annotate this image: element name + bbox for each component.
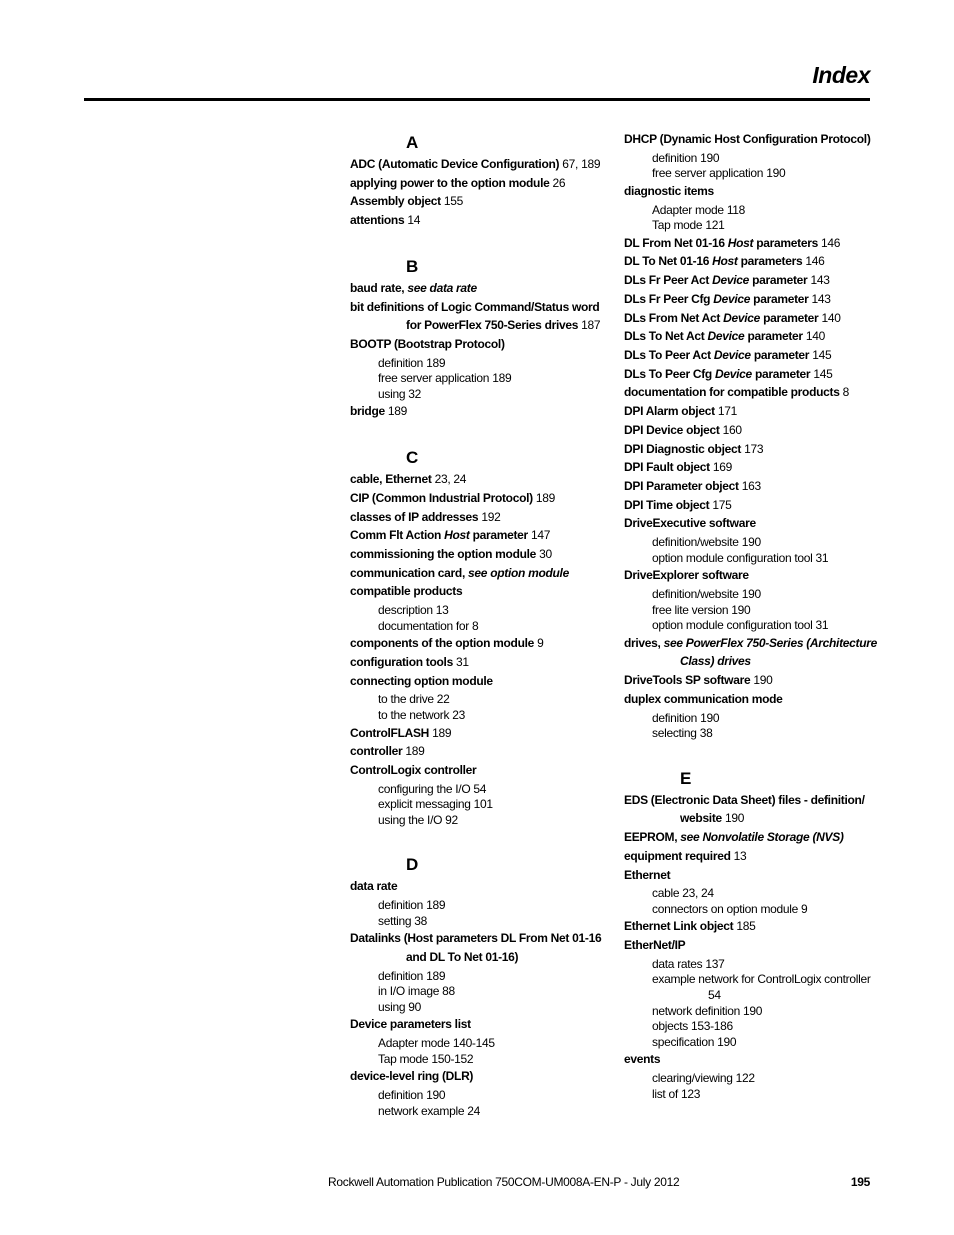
- term-text: Ethernet Link object: [624, 919, 734, 934]
- term-text: cable, Ethernet: [350, 472, 432, 487]
- index-entry: [624, 866, 874, 885]
- index-section: [350, 130, 600, 230]
- term-italic: Device: [713, 291, 751, 306]
- index-entry: [624, 566, 874, 585]
- term-text: diagnostic items: [624, 183, 714, 198]
- sub-entry: documentation for 8: [378, 618, 479, 633]
- page-refs: 147: [527, 528, 551, 543]
- index-term: [624, 236, 818, 250]
- index-term: [624, 793, 865, 807]
- page-refs: 140: [802, 329, 825, 344]
- sub-entry: using 32: [378, 386, 421, 401]
- index-entry: [350, 298, 600, 335]
- term-text: bit definitions of Logic Command/Status word: [350, 299, 600, 314]
- index-entry: [350, 761, 600, 780]
- term-text: EDS (Electronic Data Sheet) files - definition/: [624, 792, 865, 807]
- page-number: 195: [850, 1175, 870, 1189]
- sub-entry: network example 24: [378, 1103, 480, 1118]
- index-term: [624, 442, 741, 456]
- index-term: [350, 584, 462, 598]
- index-entry: [350, 877, 600, 896]
- term-italic: Host: [712, 254, 738, 269]
- term-text-end: parameter: [749, 273, 808, 288]
- term-text: DHCP (Dynamic Host Configuration Protocol): [624, 132, 871, 146]
- page-title: Index: [812, 62, 870, 88]
- sub-entry: option module configuration tool 31: [652, 550, 829, 565]
- section-letter: B: [406, 256, 419, 276]
- page-refs: 155: [440, 194, 464, 209]
- term-text: ControlFLASH: [350, 725, 430, 740]
- page-refs: 189: [384, 404, 408, 419]
- sub-entry: example network for ControlLogix controller: [652, 972, 871, 987]
- term-text: classes of IP addresses: [350, 509, 479, 524]
- term-text: DLs To Peer Cfg: [624, 366, 715, 381]
- term-text: connecting option module: [350, 673, 493, 688]
- sub-entries: [350, 690, 600, 723]
- term-text: EtherNet/IP: [624, 938, 686, 953]
- sub-entry: free server application 190: [652, 166, 786, 181]
- sub-entry: free server application 189: [378, 371, 512, 386]
- page-refs: 145: [809, 348, 832, 362]
- term-italic: Device: [715, 366, 752, 381]
- sub-entries: [350, 1086, 600, 1119]
- index-term: [350, 1069, 473, 1083]
- index-entry: [350, 634, 600, 653]
- index-entry: [624, 936, 874, 955]
- index-term: [624, 348, 809, 362]
- index-term: [624, 479, 739, 493]
- index-section: [350, 445, 600, 828]
- index-term: [624, 849, 731, 863]
- sub-entry: configuring the I/O 54: [378, 781, 487, 796]
- term-italic: Device: [713, 348, 751, 362]
- index-entry: [624, 690, 874, 709]
- index-term: [350, 157, 559, 171]
- sub-entry: Adapter mode 140-145: [378, 1036, 495, 1051]
- index-entry: [624, 383, 874, 402]
- index-entry: [350, 402, 600, 421]
- index-entry: [624, 496, 874, 515]
- index-term: [624, 460, 710, 474]
- index-entry: [350, 1015, 600, 1034]
- term-text-end: parameter: [750, 348, 810, 362]
- term-text: ADC (Automatic Device Configuration): [350, 157, 560, 171]
- term-text: ControlLogix controller: [350, 762, 477, 777]
- sub-entry: definition/website 190: [652, 586, 761, 601]
- page-refs: 187: [578, 318, 601, 333]
- term-text: DPI Fault object: [624, 460, 710, 475]
- sub-entry: free lite version 190: [652, 602, 751, 617]
- index-term: [624, 1052, 660, 1066]
- index-entry: [624, 309, 874, 328]
- term-text: BOOTP (Bootstrap Protocol): [350, 336, 505, 351]
- sub-entry: list of 123: [652, 1086, 701, 1101]
- index-entry: [624, 477, 874, 496]
- index-entry: [624, 182, 874, 201]
- term-text: DPI Parameter object: [624, 478, 739, 493]
- sub-entry: connectors on option module 9: [652, 901, 808, 916]
- term-italic: Host: [444, 528, 470, 543]
- section-letter: A: [406, 133, 419, 152]
- sub-entry: option module configuration tool 31: [652, 618, 829, 633]
- index-term: [624, 830, 844, 844]
- index-term: [350, 510, 478, 524]
- term-text: commissioning the option module: [350, 546, 537, 561]
- term-text: CIP (Common Industrial Protocol): [350, 490, 533, 505]
- sub-entries: [350, 354, 600, 403]
- index-entry: [624, 327, 874, 346]
- index-term: [350, 674, 493, 688]
- index-term: [350, 213, 404, 227]
- term-continuation: [624, 809, 874, 828]
- term-text-end: parameter: [751, 366, 811, 381]
- index-term: [350, 528, 528, 542]
- index-term: [350, 176, 550, 190]
- index-term: [350, 337, 505, 351]
- page-refs: 163: [738, 478, 761, 493]
- term-text: communication card,: [350, 565, 465, 580]
- index-term: [350, 566, 569, 580]
- page-refs: 145: [810, 366, 833, 381]
- index-section: [350, 254, 600, 421]
- page-refs: 192: [478, 509, 501, 524]
- term-italic: see data rate: [404, 280, 477, 295]
- index-term: [624, 385, 840, 399]
- sub-entry: definition/website 190: [652, 535, 761, 550]
- index-entry: [624, 634, 878, 671]
- index-entry: [350, 724, 600, 743]
- term-text: baud rate,: [350, 280, 405, 295]
- sub-entry: clearing/viewing 122: [652, 1071, 755, 1086]
- sub-entry: in I/O image 88: [378, 984, 455, 999]
- section-letter: E: [680, 768, 692, 788]
- term-text: DPI Alarm object: [624, 404, 715, 419]
- term-text: documentation for compatible products: [624, 385, 840, 400]
- term-text: attentions: [350, 213, 405, 228]
- term-text-end: parameter: [750, 291, 809, 306]
- index-entry: [350, 174, 600, 193]
- sub-entry: setting 38: [378, 913, 428, 928]
- page-refs: 14: [404, 213, 421, 228]
- index-term: [350, 194, 441, 208]
- term-text: controller: [350, 744, 403, 759]
- index-term: [350, 726, 429, 740]
- sub-entries: [350, 967, 600, 1016]
- continuation-text: and DL To Net 01-16): [406, 950, 519, 964]
- sub-entry: definition 189: [378, 355, 446, 370]
- index-entry: [624, 234, 874, 253]
- index-entry: [624, 791, 874, 828]
- index-column-right: [624, 130, 878, 1102]
- index-entry: [350, 1067, 600, 1086]
- index-term: [624, 184, 714, 198]
- term-text-end: parameter: [760, 310, 819, 325]
- index-term: [624, 919, 733, 933]
- term-text: data rate: [350, 879, 398, 894]
- index-term: [624, 273, 807, 287]
- term-italic: Device: [712, 273, 750, 288]
- term-italic: see Nonvolatile Storage (NVS): [677, 830, 844, 845]
- sub-entry: definition 190: [652, 710, 720, 725]
- index-section: [624, 766, 874, 1103]
- index-entry: [350, 335, 600, 354]
- sub-entry: using 90: [378, 999, 421, 1014]
- term-text: DLs Fr Peer Cfg: [624, 291, 714, 306]
- sub-entry: objects 153-186: [652, 1019, 733, 1034]
- index-entry: [624, 440, 874, 459]
- term-text-end: parameter: [744, 329, 803, 344]
- index-term: [624, 636, 877, 650]
- index-entry: [624, 514, 874, 533]
- index-term: [350, 763, 476, 777]
- index-term: [350, 404, 385, 418]
- term-text: Assembly object: [350, 194, 441, 209]
- sub-entry: to the drive 22: [378, 692, 450, 707]
- page-refs: 30: [536, 546, 552, 561]
- index-entry: [624, 290, 874, 309]
- index-term: [350, 1017, 471, 1031]
- sub-entries: [624, 1069, 874, 1102]
- term-text: applying power to the option module: [350, 175, 550, 190]
- sub-entries: [350, 896, 600, 929]
- index-term: [350, 931, 601, 945]
- term-text-end: parameters: [753, 235, 818, 250]
- index-entry: [624, 671, 874, 690]
- sub-entries: [624, 955, 874, 1051]
- index-entry: [350, 929, 600, 966]
- index-entry: [350, 564, 600, 583]
- index-term: [624, 423, 720, 437]
- term-continuation: [350, 948, 600, 967]
- term-text: configuration tools: [350, 654, 453, 669]
- index-entry: [350, 672, 600, 691]
- index-entry: [350, 526, 600, 545]
- index-entry: [624, 828, 874, 847]
- term-text: DriveTools SP software: [624, 673, 751, 688]
- index-entry: [350, 192, 600, 211]
- term-text: drives,: [624, 635, 661, 650]
- page-refs: 189: [429, 725, 452, 740]
- sub-entries: [624, 884, 874, 917]
- term-italic: see option module: [465, 565, 569, 580]
- sub-entry: explicit messaging 101: [378, 797, 493, 812]
- index-term: [350, 636, 534, 650]
- sub-entry: definition 189: [378, 968, 446, 983]
- page-refs: 171: [714, 404, 737, 419]
- page-refs: 67, 189: [559, 157, 601, 171]
- sub-entries: [624, 201, 874, 234]
- page-refs: 189: [532, 490, 556, 505]
- page-refs: 185: [733, 919, 756, 934]
- term-italic: Host: [727, 235, 754, 250]
- index-term: [624, 516, 756, 530]
- index-term: [624, 292, 809, 306]
- index-term: [624, 367, 810, 381]
- page-refs: 8: [839, 385, 849, 400]
- term-text: DPI Time object: [624, 497, 710, 512]
- index-term: [624, 938, 685, 952]
- sub-entry: definition 190: [652, 150, 720, 165]
- page-refs: 143: [807, 273, 830, 288]
- index-entry: [350, 155, 600, 174]
- index-term: [624, 692, 783, 706]
- term-text: DLs To Peer Act: [624, 348, 714, 362]
- sub-entries: [624, 709, 874, 742]
- sub-entry: Tap mode 150-152: [378, 1051, 474, 1066]
- term-text: DriveExplorer software: [624, 568, 749, 583]
- index-section: [350, 852, 600, 1119]
- sub-entry: network definition 190: [652, 1003, 763, 1018]
- index-entry: [350, 582, 600, 601]
- page-refs: 9: [534, 636, 544, 651]
- section-letter: D: [406, 855, 419, 875]
- term-italic: Device: [707, 329, 745, 344]
- index-entry: [350, 279, 600, 298]
- index-term: [350, 744, 402, 758]
- section-letter: C: [406, 448, 419, 468]
- index-entry: [350, 470, 600, 489]
- page-refs: 160: [719, 422, 742, 437]
- continuation-text: for PowerFlex 750-Series drives: [406, 318, 579, 333]
- term-text: events: [624, 1052, 661, 1067]
- page-refs: 26: [549, 175, 566, 190]
- term-continuation: [350, 316, 600, 335]
- header-rule: [84, 98, 870, 101]
- sub-entry: Adapter mode 118: [652, 202, 746, 217]
- continuation-text: Class) drives: [680, 654, 751, 669]
- sub-entries: [624, 149, 874, 182]
- index-term: [350, 491, 533, 505]
- term-text: DriveExecutive software: [624, 516, 756, 531]
- index-entry: [624, 402, 874, 421]
- sub-entries: [350, 601, 600, 634]
- term-text: DLs From Net Act: [624, 310, 724, 325]
- index-entry: [350, 211, 600, 230]
- index-entry: [624, 917, 874, 936]
- page-refs: 173: [741, 441, 764, 456]
- index-entry: [350, 742, 600, 761]
- sub-entry: using the I/O 92: [378, 812, 458, 827]
- index-entry: [624, 130, 874, 149]
- page-refs: 169: [709, 460, 733, 475]
- index-term: [624, 254, 802, 268]
- index-term: [624, 498, 709, 512]
- page-refs: 146: [802, 254, 825, 269]
- publication-info: Rockwell Automation Publication 750COM-UM008A-EN-P - July 2012: [328, 1175, 680, 1189]
- term-text: bridge: [350, 404, 385, 419]
- term-continuation: [624, 652, 874, 671]
- index-column-left: [350, 130, 600, 1119]
- sub-entry: definition 189: [378, 898, 446, 913]
- page-refs: 143: [808, 291, 831, 306]
- term-text: Device parameters list: [350, 1017, 471, 1032]
- term-text: compatible products: [350, 584, 463, 599]
- page-refs: 23, 24: [431, 472, 467, 487]
- sub-entries: [350, 780, 600, 829]
- term-text: components of the option module: [350, 636, 535, 651]
- index-term: [624, 132, 871, 146]
- term-text: DPI Diagnostic object: [624, 441, 742, 456]
- index-entry: [350, 489, 600, 508]
- index-entry: [624, 458, 874, 477]
- index-section: [624, 130, 878, 742]
- index-term: [624, 404, 715, 418]
- sub-entries: [624, 533, 874, 566]
- sub-entries: [624, 585, 874, 634]
- page-refs: 175: [709, 497, 732, 512]
- page-refs: 190: [721, 811, 745, 826]
- sub-entry: data rates 137: [652, 956, 725, 971]
- sub-entry: Tap mode 121: [652, 218, 725, 233]
- term-text: Comm Flt Action: [350, 528, 445, 543]
- index-term: [624, 311, 818, 325]
- sub-entry: selecting 38: [652, 726, 713, 741]
- index-entry: [350, 653, 600, 672]
- index-entry: [624, 252, 874, 271]
- index-term: [350, 472, 432, 486]
- term-text: DLs To Net Act: [624, 329, 708, 344]
- index-entry: [624, 346, 874, 365]
- page-refs: 189: [402, 744, 425, 759]
- page-refs: 190: [750, 673, 773, 688]
- index-entry: [624, 847, 874, 866]
- sub-entry: definition 190: [378, 1088, 446, 1103]
- sub-entry: 54: [708, 988, 721, 1002]
- term-text: duplex communication mode: [624, 691, 783, 706]
- term-text: DL To Net 01-16: [624, 254, 713, 269]
- sub-entries: [350, 1034, 600, 1067]
- index-term: [350, 879, 397, 893]
- sub-entry: description 13: [378, 603, 449, 618]
- index-term: [624, 868, 670, 882]
- continuation-text: website: [680, 811, 722, 826]
- index-entry: [624, 365, 874, 384]
- term-italic: Device: [723, 310, 761, 325]
- index-term: [350, 655, 453, 669]
- term-text: DLs Fr Peer Act: [624, 273, 713, 288]
- index-term: [350, 547, 536, 561]
- page-refs: 31: [452, 654, 469, 669]
- sub-entry: to the network 23: [378, 707, 465, 722]
- sub-entry: cable 23, 24: [652, 886, 714, 901]
- term-text: equipment required: [624, 848, 731, 863]
- page-refs: 13: [730, 848, 747, 863]
- index-entry: [624, 271, 874, 290]
- term-text: DL From Net 01-16: [624, 235, 728, 250]
- index-term: [624, 329, 803, 343]
- index-term: [350, 300, 599, 314]
- term-text-end: parameter: [469, 528, 528, 543]
- term-italic: see PowerFlex 750-Series (Architecture: [660, 635, 878, 650]
- index-entry: [350, 545, 600, 564]
- index-term: [350, 281, 477, 295]
- term-text-end: parameters: [737, 254, 803, 269]
- index-term: [624, 568, 749, 582]
- term-text: device-level ring (DLR): [350, 1069, 474, 1084]
- term-text: EEPROM,: [624, 830, 678, 845]
- index-entry: [624, 421, 874, 440]
- page-refs: 140: [818, 310, 841, 325]
- term-text: Ethernet: [624, 867, 671, 882]
- sub-entry: specification 190: [652, 1034, 737, 1049]
- index-entry: [350, 508, 600, 527]
- term-text: Datalinks (Host parameters DL From Net 01-16: [350, 931, 602, 946]
- page-refs: 146: [817, 235, 841, 250]
- index-entry: [624, 1050, 874, 1069]
- index-term: [624, 673, 750, 687]
- term-text: DPI Device object: [624, 422, 720, 437]
